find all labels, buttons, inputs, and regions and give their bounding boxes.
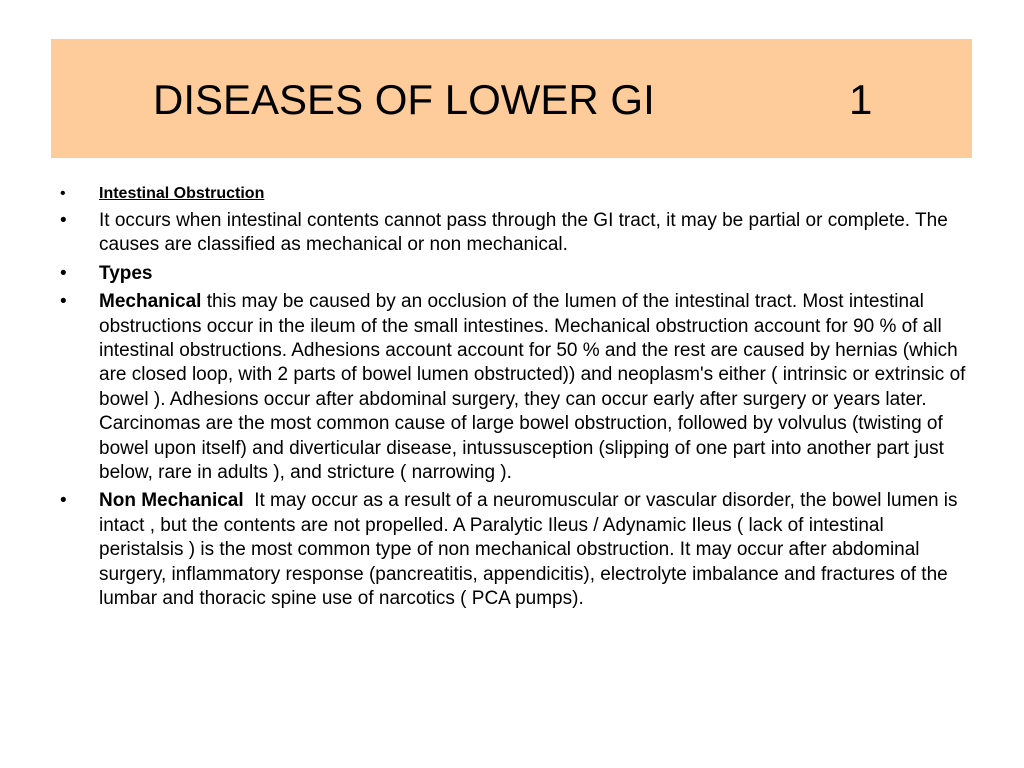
bullet-dot-icon: • bbox=[60, 210, 67, 231]
bullet-dot-icon: • bbox=[60, 291, 67, 313]
bullet-text: It occurs when intestinal contents cannot pass through the GI tract, it may be partial or complete. The causes are classified as mechanical or non mechanical. bbox=[99, 210, 948, 256]
slide-number: 1 bbox=[849, 76, 873, 123]
bullet-item-definition bbox=[58, 209, 968, 258]
bullet-heading: Types bbox=[99, 262, 153, 284]
slide-title: DISEASES OF LOWER GI bbox=[153, 76, 655, 123]
bullet-text: this may be caused by an occlusion of the lumen of the intestinal tract. Most intestinal obstructions occur in the ileum of the small intestines. Mechanical obstruction account for 90 % of all intestinal obstructions. Adhesions account account for 50 % and the rest are caused by hernias (which are closed loop, with 2 parts of bowel lumen obstructed)) and neoplasm's either ( intrinsic or extrinsic of bowel ). Adhesions occur after abdominal surgery, they can occur early after surgery or years later. Carcinomas are the most common cause of large bowel obstruction, followed by volvulus (twisting of bowel upon itself) and diverticular disease, intussusception (slipping of one part into another part just below, rare in adults ), and stricture ( narrowing ). bbox=[99, 291, 966, 484]
bullet-item-types bbox=[58, 262, 968, 286]
bullet-dot-icon: • bbox=[60, 185, 66, 202]
bullet-text: It may occur as a result of a neuromuscular or vascular disorder, the bowel lumen is intact , but the contents are not propelled. A Paralytic Ileus / Adynamic Ileus ( lack of intestinal peristalsis ) is the most common type of non mechanical obstruction. It may occur after abdominal surgery, inflammatory response (pancreatitis, appendicitis), electrolyte imbalance and fractures of the lumbar and thoracic spine use of narcotics ( PCA pumps). bbox=[99, 490, 963, 610]
bullet-heading: Mechanical bbox=[99, 291, 202, 313]
title-bar bbox=[51, 39, 972, 158]
bullet-item-intestinal-obstruction bbox=[58, 183, 968, 205]
bullet-dot-icon: • bbox=[60, 262, 67, 284]
bullet-dot-icon: • bbox=[60, 490, 67, 512]
section-heading: Intestinal Obstruction bbox=[99, 185, 265, 202]
bullet-heading: Non Mechanical bbox=[99, 490, 244, 512]
bullet-list bbox=[58, 183, 968, 616]
bullet-item-mechanical bbox=[58, 290, 968, 485]
bullet-item-non-mechanical bbox=[58, 489, 968, 611]
